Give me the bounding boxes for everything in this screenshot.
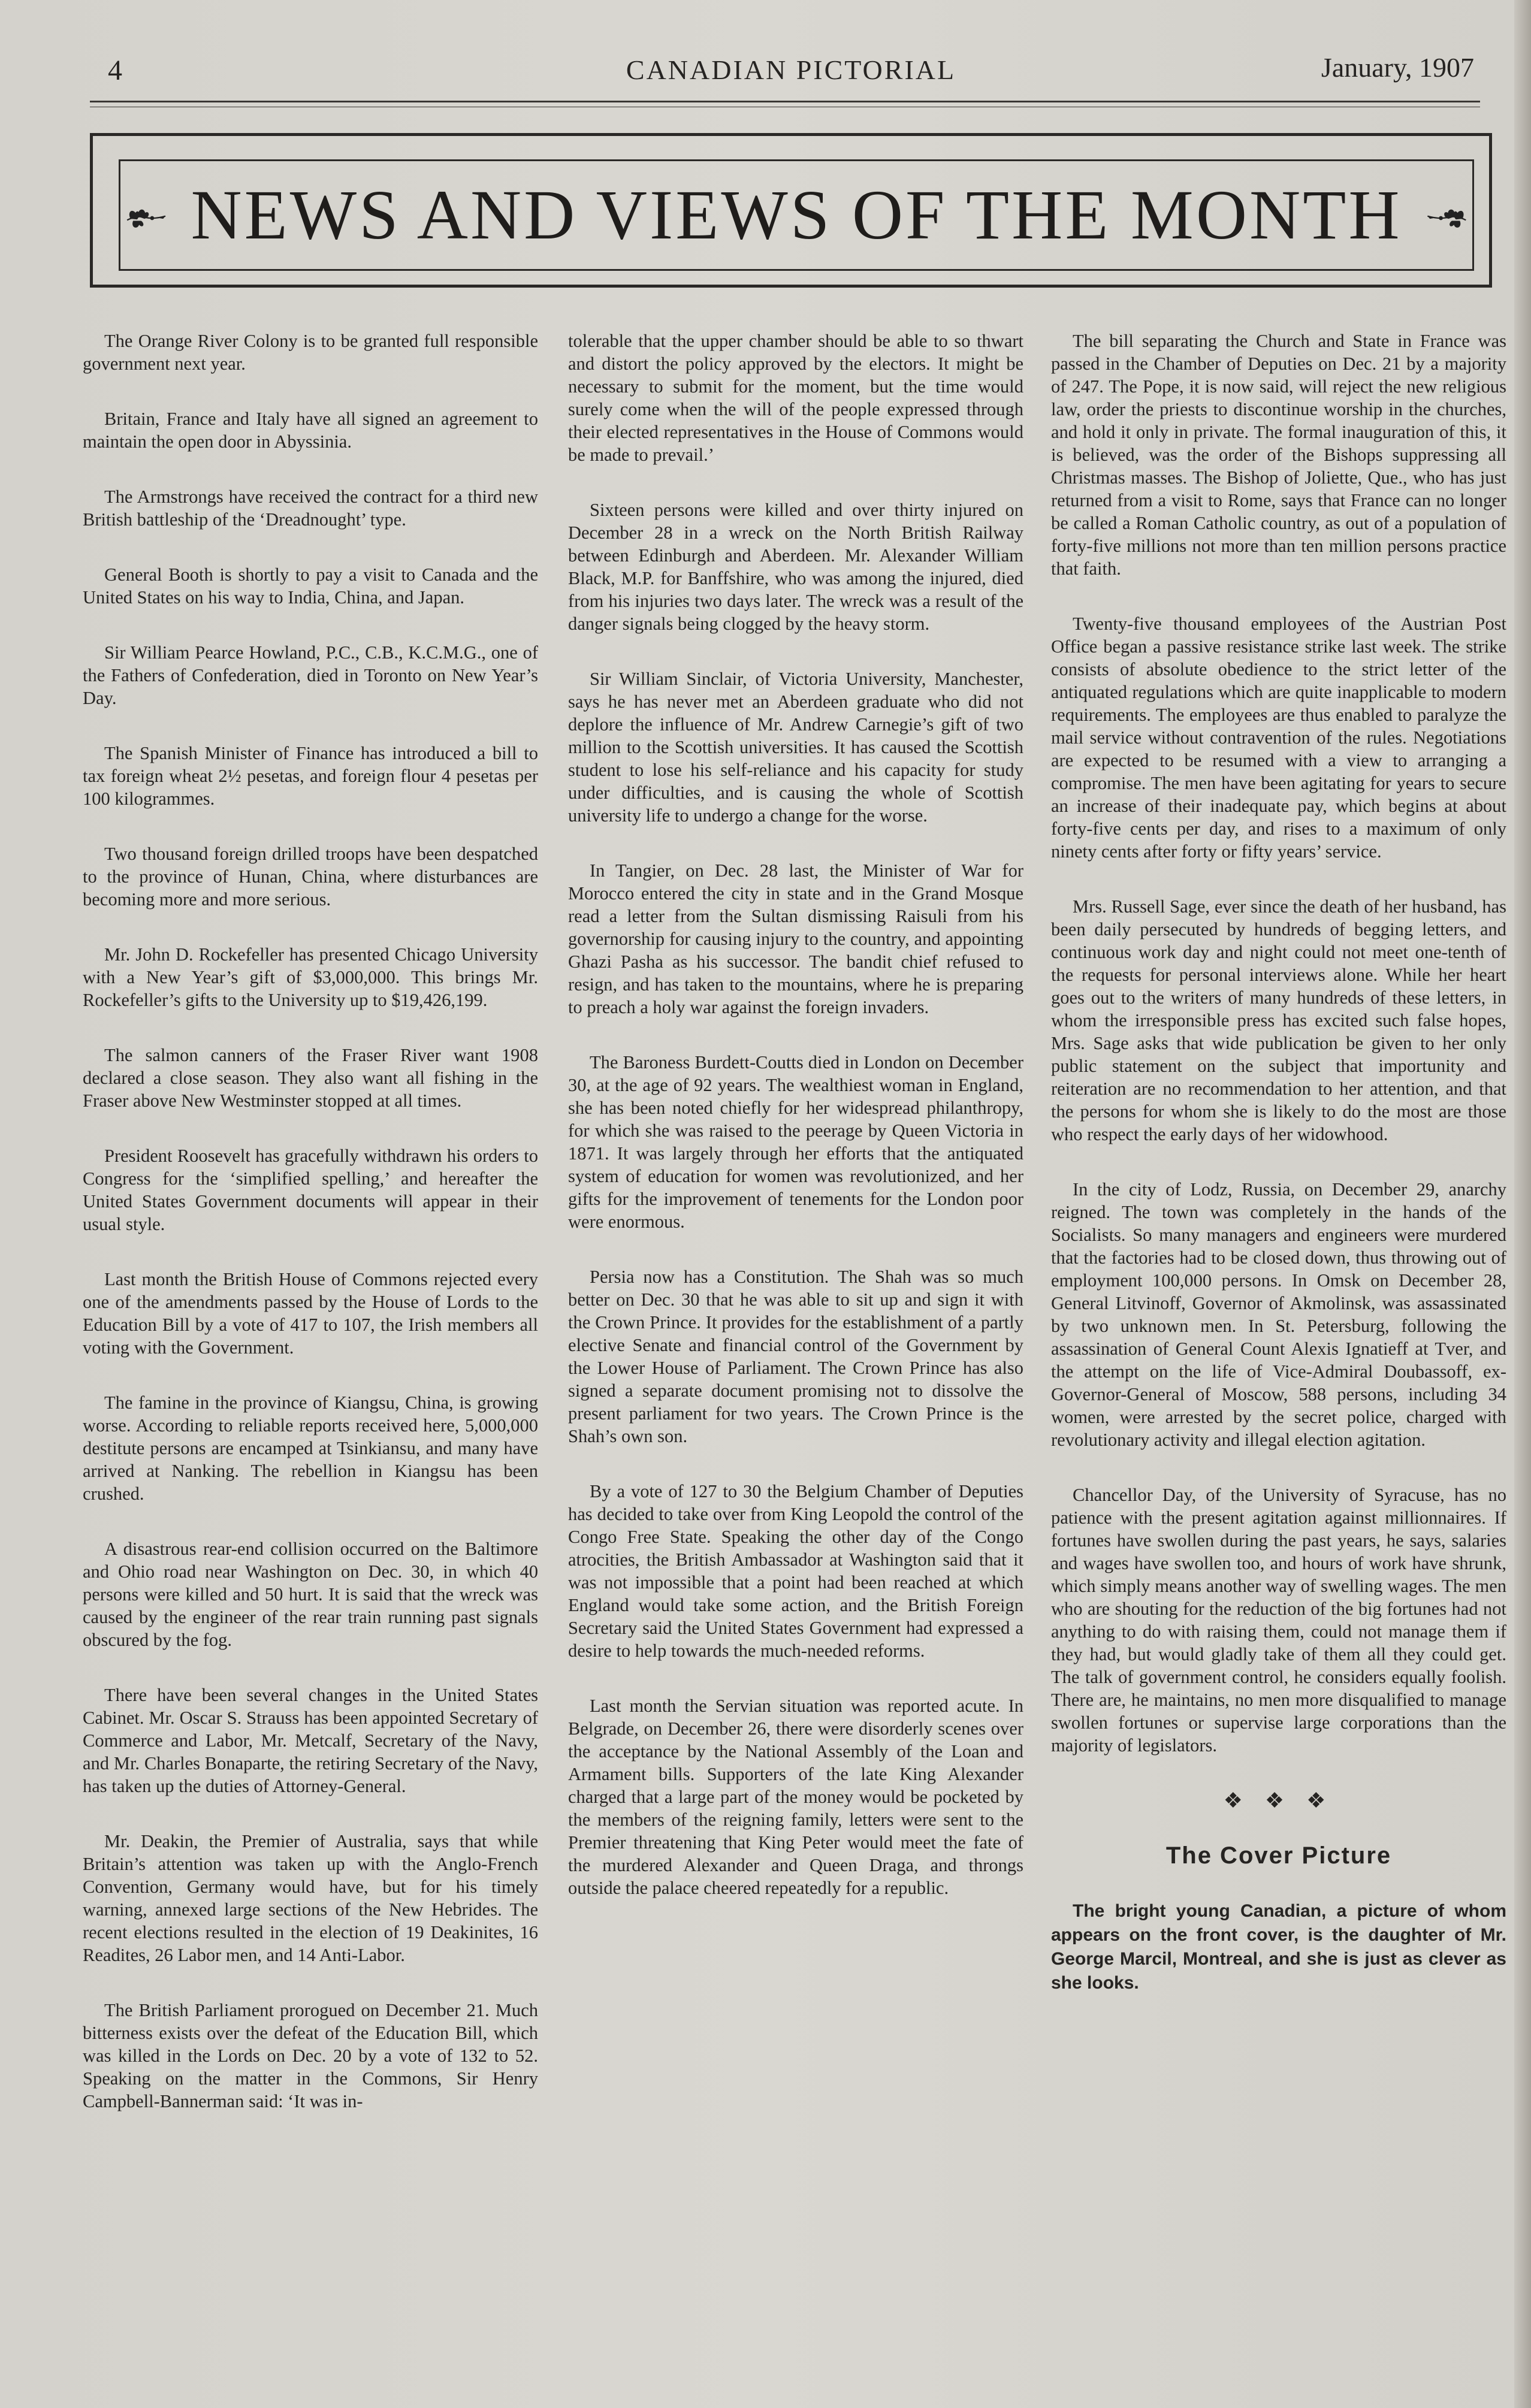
cover-picture-heading: The Cover Picture — [1165, 1842, 1392, 1869]
news-item: Sir William Sinclair, of Victoria University, Manchester, says he has never met an Aberdeen graduate who did not deplore the influence of Mr. Andrew Carnegie’s gift of two million to the Scottish universities. It has caused the Scottish student to lose his self-reliance and his capacity for study under difficulties, and is causing the whole of Scottish university life to undergo a change for the worse. — [568, 669, 1023, 826]
section-separator: ❖ ❖ ❖ — [1223, 1788, 1334, 1812]
news-item: A disastrous rear-end collision occurred on the Baltimore and Ohio road near Washington on Dec. 30, in which 40 persons were killed and 50 hurt. It is said that the wreck was caused by the engineer of the rear train running past signals obscured by the fog. — [83, 1539, 538, 1650]
ivy-leaf-ornament-icon — [1423, 182, 1472, 248]
news-item: Mr. John D. Rockefeller has presented Chicago University with a New Year’s gift of $3,000,000. This brings Mr. Rockefeller’s gifts to the University up to $19,426,199. — [83, 944, 538, 1010]
issue-date: January, 1907 — [1321, 52, 1474, 83]
running-head — [108, 43, 1474, 91]
news-item: By a vote of 127 to 30 the Belgium Chamber of Deputies has decided to take over from King Leopold the control of the Congo Free State. Speaking the other day of the Congo atrocities, the British Ambassador at Washington said that it was not impossible that a point had been reached at which England would take some action, and the British Foreign Secretary said the United States Government had expressed a desire to help towards the much-needed reforms. — [568, 1481, 1023, 1661]
column-1 — [83, 330, 538, 2145]
news-item: Mr. Deakin, the Premier of Australia, says that while Britain’s attention was taken up with the Anglo-French Convention, Germany would have, but for his timely warning, annexed large sections of the New Hebrides. The recent elections resulted in the election of 19 Deakinites, 16 Readites, 26 Labor men, and 14 Anti-Labor. — [83, 1831, 538, 1965]
news-item: Persia now has a Constitution. The Shah was so much better on Dec. 30 that he was able to sit up and sign it with the Crown Prince. It provides for the establishment of a partly elective Senate and financial control of the Government by the Lower House of Parliament. The Crown Prince has also signed a separate document promising not to dissolve the present parliament for two years. The Crown Prince is the Shah’s own son. — [568, 1267, 1023, 1446]
news-item: Last month the Servian situation was reported acute. In Belgrade, on December 26, there were disorderly scenes over the acceptance by the National Assembly of the Loan and Armament bills. Supporters of the late King Alexander charged that a large part of the money would be pocketed by the members of the reigning family, letters were sent to the Premier threatening that King Peter would meet the fate of the murdered Alexander and Queen Draga, and throngs outside the palace cheered repeatedly for a republic. — [568, 1696, 1023, 1898]
page-number: 4 — [108, 55, 122, 86]
news-item: The bill separating the Church and State in France was passed in the Chamber of Deputies on Dec. 21 by a majority of 247. The Pope, it is now said, will reject the new religious law, order the priests to discontinue worship in the churches, and hold it only in private. The formal inauguration of this, it is believed, was the order of the Bishops suppressing all Christmas masses. The Bishop of Joliette, Que., who has just returned from a visit to Rome, says that France can no longer be called a Roman Catholic country, as out of a population of forty-five millions not more than ten million persons practice that faith. — [1051, 331, 1506, 579]
news-item-continued: tolerable that the upper chamber should be able to so thwart and distort the policy approved by the electors. It might be necessary to submit for the moment, but the time would surely come when the will of the people expressed through their elected representatives in the House of Commons would be made to prevail.’ — [568, 331, 1023, 465]
news-item: Twenty-five thousand employees of the Austrian Post Office began a passive resistance strike last week. The strike consists of absolute obedience to the strict letter of the antiquated regulations which are quite inapplicable to modern requirements. The employees are thus enabled to paralyze the mail service without contravention of the rules. Negotiations are expected to be resumed with a view to arranging a compromise. The men have been agitating for years to secure an increase of their inadequate pay, which begins at about forty-five cents per day, and rises to a maximum of only ninety cents after forty or fifty years’ service. — [1051, 614, 1506, 862]
news-item: There have been several changes in the United States Cabinet. Mr. Oscar S. Strauss has been appointed Secretary of Commerce and Labor, Mr. Metcalf, Secretary of the Navy, and Mr. Charles Bonaparte, the retiring Secretary of the Navy, has taken up the duties of Attorney-General. — [83, 1685, 538, 1796]
news-item: Mrs. Russell Sage, ever since the death of her husband, has been daily persecuted by hundreds of begging letters, and continuous work day and night could not meet one-tenth of the requests for personal interviews alone. While her heart goes out to the writers of many hundreds of these letters, in whom the irresponsible press has excited such false hopes, Mrs. Sage asks that wide publication be given to her only public statement on the subject that importunity and reiteration are no recommendation to her attention, and that the persons for whom she is likely to do the most are those who respect the early days of her widowhood. — [1051, 896, 1506, 1144]
news-item: The famine in the province of Kiangsu, China, is growing worse. According to reliable reports received here, 5,000,000 destitute persons are encamped at Tsinkiansu, and many have arrived at Nanking. The rebellion in Kiangsu has been crushed. — [83, 1392, 538, 1504]
news-item: The Spanish Minister of Finance has introduced a bill to tax foreign wheat 2½ pesetas, and foreign flour 4 pesetas per 100 kilogrammes. — [83, 743, 538, 809]
news-item: Chancellor Day, of the University of Syracuse, has no patience with the present agitation against millionnaires. If fortunes have swollen during the past years, he says, salaries and wages have swollen too, and hours of work have shrunk, which simply means another way of swelling wages. The men who are shouting for the reduction of the big fortunes had not anything to do with raising them, could not manage them if they had, but would gladly take of them all they could get. The talk of government control, he considers equally foolish. There are, he maintains, no men more disqualified to manage swollen fortunes or supervise large corporations than the majority of legislators. — [1051, 1485, 1506, 1756]
ivy-leaf-ornament-icon — [120, 182, 170, 248]
news-item: President Roosevelt has gracefully withdrawn his orders to Congress for the ‘simplified spelling,’ and hereafter the United States Government documents will appear in their usual style. — [83, 1146, 538, 1234]
news-item: In Tangier, on Dec. 28 last, the Minister of War for Morocco entered the city in state and in the Grand Mosque read a letter from the Sultan dismissing Raisuli from his governorship for causing injury to the country, and appointing Ghazi Pasha as his successor. The bandit chief refused to resign, and has taken to the mountains, where he is preparing to preach a holy war against the foreign invaders. — [568, 860, 1023, 1017]
news-item: Sixteen persons were killed and over thirty injured on December 28 in a wreck on the North British Railway between Edinburgh and Aberdeen. Mr. Alexander William Black, M.P. for Banffshire, who was among the injured, died from his injuries two days later. The wreck was a result of the danger signals being clogged by the heavy storm. — [568, 500, 1023, 634]
news-item: The Orange River Colony is to be granted full responsible government next year. — [83, 331, 538, 374]
news-item: Sir William Pearce Howland, P.C., C.B., K.C.M.G., one of the Fathers of Confederation, died in Toronto on New Year’s Day. — [83, 642, 538, 708]
column-3 — [1051, 330, 1506, 2028]
news-item: Two thousand foreign drilled troops have been despatched to the province of Hunan, China, where disturbances are becoming more and more serious. — [83, 844, 538, 910]
news-item: The Armstrongs have received the contract for a third new British battleship of the ‘Dreadnought’ type. — [83, 487, 538, 530]
header-rule-thick — [90, 101, 1480, 102]
news-item: Britain, France and Italy have all signed an agreement to maintain the open door in Abyssinia. — [83, 409, 538, 452]
banner-title: NEWS AND VIEWS OF THE MONTH — [191, 176, 1402, 254]
column-2 — [568, 330, 1023, 1932]
banner — [119, 159, 1474, 271]
news-item: The Baroness Burdett-Coutts died in London on December 30, at the age of 92 years. The wealthiest woman in England, she has been noted chiefly for her widespread philanthropy, for which she was raised to the peerage by Queen Victoria in 1871. It was largely through her efforts that the antiquated system of education for women was revolutionized, and her gifts for the improvement of tenements for the London poor were enormous. — [568, 1052, 1023, 1232]
publication-name: CANADIAN PICTORIAL — [626, 55, 956, 85]
news-item: The British Parliament prorogued on December 21. Much bitterness exists over the defeat of the Education Bill, which was killed in the Lords on Dec. 20 by a vote of 132 to 52. Speaking on the matter in the Commons, Sir Henry Campbell-Bannerman said: ‘It was in- — [83, 2000, 538, 2111]
news-item: The salmon canners of the Fraser River want 1908 declared a close season. They also want all fishing in the Fraser above New Westminster stopped at all times. — [83, 1045, 538, 1111]
news-item: In the city of Lodz, Russia, on December 29, anarchy reigned. The town was completely in the hands of the Socialists. So many managers and engineers were murdered that the factories had to be closed down, thus throwing out of employment 100,000 persons. In Omsk on December 28, General Litvinoff, Governor of Akmolinsk, was assassinated by two unknown men. In St. Petersburg, following the assassination of General Count Alexis Ignatieff at Tver, and the attempt on the life of Vice-Admiral Doubassoff, ex-Governor-General of Moscow, 588 persons, including 34 women, were arrested by the secret police, charged with revolutionary activity and illegal election agitation. — [1051, 1179, 1506, 1450]
cover-picture-caption: The bright young Canadian, a picture of whom appears on the front cover, is the daughter of Mr. George Marcil, Montreal, and she is just as clever as she looks. — [1051, 1901, 1506, 1993]
news-item: Last month the British House of Commons rejected every one of the amendments passed by the House of Lords to the Education Bill by a vote of 417 to 107, the Irish members all voting with the Government. — [83, 1269, 538, 1358]
news-item: General Booth is shortly to pay a visit to Canada and the United States on his way to India, China, and Japan. — [83, 564, 538, 608]
page-edge-shadow — [1514, 0, 1531, 2408]
